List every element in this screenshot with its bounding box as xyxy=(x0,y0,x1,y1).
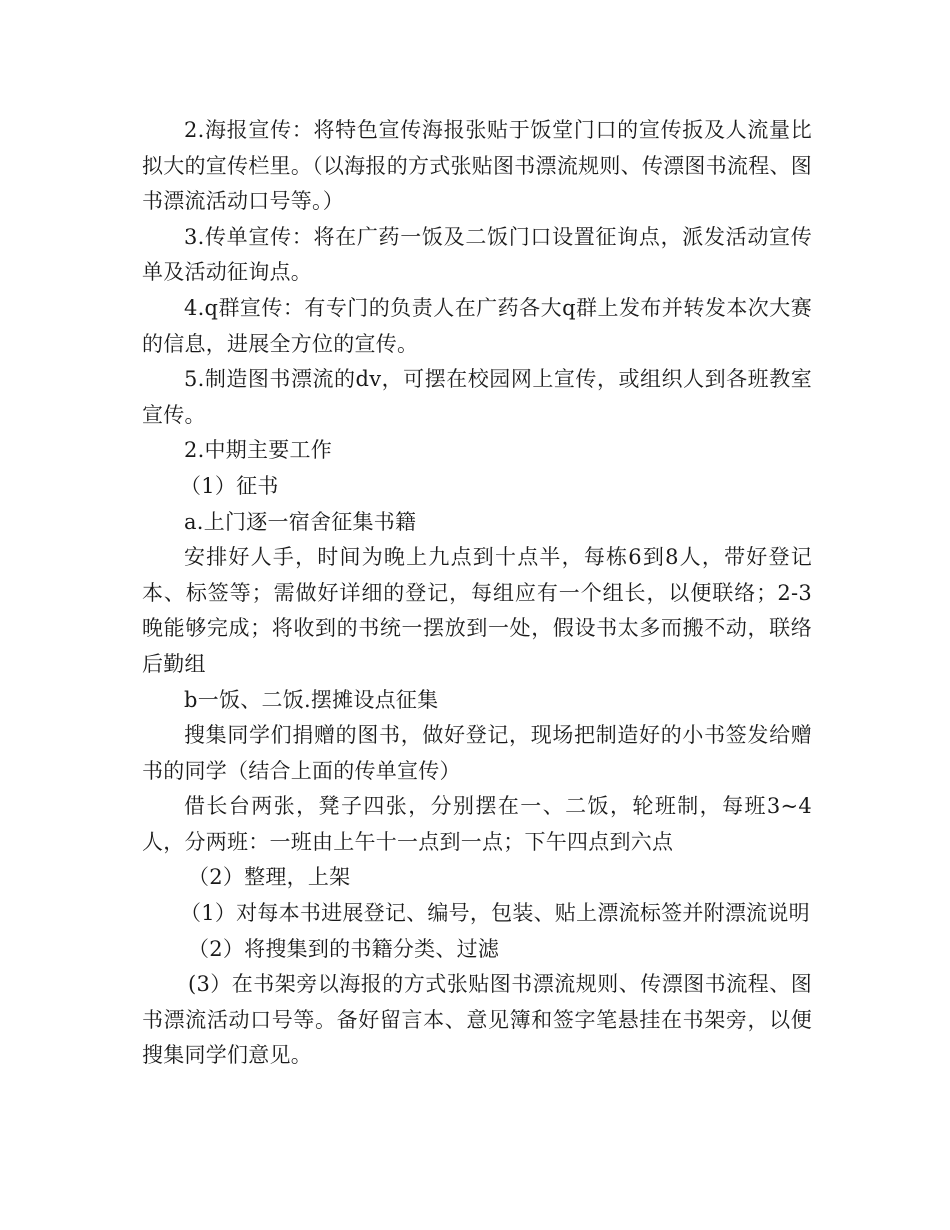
subheading-sort-and-shelve: （2）整理，上架 xyxy=(188,865,351,890)
item-bookshelf-posters: (3）在书架旁以海报的方式张贴图书漂流规则、传漂图书流程、图书漂流活动口号等。备好留言本、意见簿和签字笔悬挂在书架旁，以便搜集同学们意见。 xyxy=(142,972,812,1068)
item-classify-books: （2）将搜集到的书籍分类、过滤 xyxy=(188,936,500,961)
paragraph-qq-group-promotion: 4.q群宣传：有专门的负责人在广药各大q群上发布并转发本次大赛的信息，进展全方位的宣传。 xyxy=(142,295,812,356)
paragraph-dv-promotion: 5.制造图书漂流的dv，可摆在校园网上宣传，或组织人到各班教室宣传。 xyxy=(142,367,812,427)
paragraph-poster-promotion: 2.海报宣传：将特色宣传海报张贴于饭堂门口的宣传扳及人流量比拟大的宣传栏里。（以海报的方式张贴图书漂流规则、传漂图书流程、图书漂流活动口号等。） xyxy=(142,118,812,214)
item-dorm-collection: a.上门逐一宿舍征集书籍 xyxy=(184,509,417,534)
section-heading-midterm-work: 2.中期主要工作 xyxy=(184,438,333,463)
paragraph-booth-collection-details: 搜集同学们捐赠的图书，做好登记，现场把制造好的小书签发给赠书的同学（结合上面的传单宣传） xyxy=(142,723,812,783)
subheading-book-collection: （1）征书 xyxy=(180,473,279,498)
paragraph-booth-schedule: 借长台两张，凳子四张，分别摆在一、二饭，轮班制，每班3~4人，分两班：一班由上午十一点到一点；下午四点到六点 xyxy=(142,794,812,854)
paragraph-dorm-collection-details: 安排好人手，时间为晚上九点到十点半，每栋6到8人，带好登记本、标签等；需做好详细的登记，每组应有一个组长，以便联络；2-3晚能够完成；将收到的书统一摆放到一处，假设书太多而搬不动，联络后勤组 xyxy=(142,545,812,676)
paragraph-flyer-promotion: 3.传单宣传：将在广药一饭及二饭门口设置征询点，派发活动宣传单及活动征询点。 xyxy=(142,224,812,285)
item-booth-collection: b一饭、二饭.摆摊设点征集 xyxy=(184,687,439,712)
item-register-books: （1）对每本书进展登记、编号，包装、贴上漂流标签并附漂流说明 xyxy=(180,901,810,926)
document-body xyxy=(142,113,812,1074)
